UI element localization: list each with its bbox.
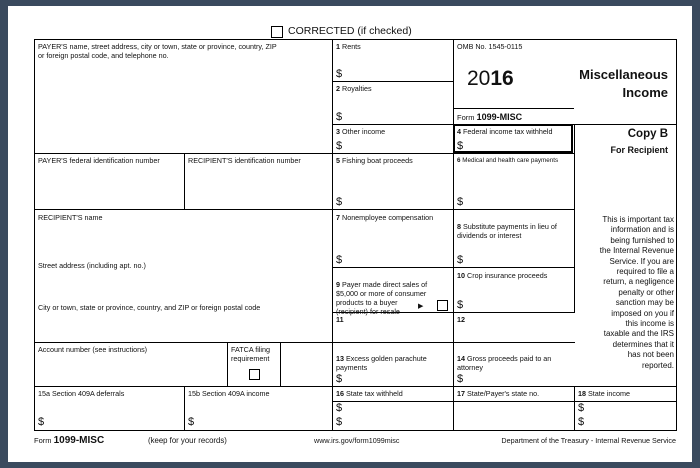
box16-number: 16 [336, 389, 344, 398]
box7-number: 7 [336, 213, 340, 222]
box1-label [336, 42, 361, 51]
form-1099-misc [8, 6, 692, 462]
tax-year-prefix: 20 [467, 67, 491, 90]
box15a-amount[interactable]: $ [38, 416, 45, 428]
box2-amount[interactable]: $ [336, 111, 343, 123]
tax-year-suffix: 16 [490, 67, 514, 90]
corrected-label: CORRECTED (if checked) [288, 25, 412, 37]
tax-year [467, 68, 514, 90]
box8-text: Substitute payments in lieu of dividends or interest [457, 222, 557, 240]
form-id [457, 112, 522, 122]
box10-text: Crop insurance proceeds [467, 271, 548, 280]
box7-text: Nonemployee compensation [342, 213, 434, 222]
box8-label [457, 213, 557, 240]
payer-fed-id-label: PAYER'S federal identification number [38, 156, 160, 165]
box5-text: Fishing boat proceeds [342, 156, 413, 165]
box4-text: Federal income tax withheld [463, 127, 553, 136]
footer-url: www.irs.gov/form1099misc [314, 436, 400, 445]
fatca-label: FATCA filing requirement [231, 345, 271, 363]
box14-number: 14 [457, 354, 465, 363]
box5-label [336, 156, 413, 165]
box2-number: 2 [336, 84, 340, 93]
box14-amount[interactable]: $ [457, 373, 464, 385]
box6-amount[interactable]: $ [457, 196, 464, 208]
box13-amount[interactable]: $ [336, 373, 343, 385]
box1-text: Rents [342, 42, 361, 51]
box18-number: 18 [578, 389, 586, 398]
box3-amount[interactable]: $ [336, 140, 343, 152]
box9-arrow-icon: ▶ [418, 303, 424, 310]
recipient-name-label: RECIPIENT'S name [38, 213, 103, 222]
fatca-checkbox[interactable] [249, 369, 260, 380]
box1-number: 1 [336, 42, 340, 51]
box5-number: 5 [336, 156, 340, 165]
box10-amount[interactable]: $ [457, 299, 464, 311]
footer-form-id [34, 435, 104, 446]
important-notice: This is important tax information and is being furnished to the Internal Revenue Service. If you are required to file a return, a negligence penalty or other sanction may be imposed on you if this income is taxable and the IRS determines that it has not been reported. [599, 215, 674, 370]
box14-text: Gross proceeds paid to an attorney [457, 354, 552, 372]
box13-label [336, 345, 427, 372]
omb-number: OMB No. 1545-0115 [457, 42, 523, 51]
box3-text: Other income [342, 127, 386, 136]
box9-label [336, 271, 427, 316]
city-label: City or town, state or province, country, and ZIP or foreign postal code [38, 303, 261, 312]
box15b-amount[interactable]: $ [188, 416, 195, 428]
form-prefix: Form [457, 113, 475, 122]
account-number-label: Account number (see instructions) [38, 345, 148, 354]
box9-text: Payer made direct sales of $5,000 or more of consumer products to a buyer (recipient) for resale [336, 280, 428, 316]
street-address-label: Street address (including apt. no.) [38, 261, 146, 270]
box1-amount[interactable]: $ [336, 68, 343, 80]
box16-amount-1[interactable]: $ [336, 402, 343, 414]
box17-label [457, 389, 539, 398]
form-title: Miscellaneous Income [579, 67, 668, 100]
box5-amount[interactable]: $ [336, 196, 343, 208]
box18-label [578, 389, 630, 398]
box10-number: 10 [457, 271, 465, 280]
form-number: 1099-MISC [476, 112, 523, 122]
box9-number: 9 [336, 280, 340, 289]
box17-number: 17 [457, 389, 465, 398]
payer-name-label: PAYER'S name, street address, city or town, state or province, country, ZIP or foreign postal code, and telephone no. [38, 42, 277, 60]
footer-keep: (keep for your records) [148, 436, 227, 445]
box4-amount[interactable]: $ [457, 140, 464, 152]
box4-label [457, 127, 553, 136]
box11-label: 11 [336, 315, 344, 324]
box13-number: 13 [336, 354, 344, 363]
footer-form-label: Form [34, 436, 52, 445]
box13-text: Excess golden parachute payments [336, 354, 427, 372]
for-recipient: For Recipient [610, 145, 668, 155]
box15b-label: 15b Section 409A income [188, 389, 270, 398]
box18-amount-1[interactable]: $ [578, 402, 585, 414]
box8-amount[interactable]: $ [457, 254, 464, 266]
box6-number: 6 [457, 157, 461, 164]
box6-label [457, 157, 558, 165]
box18-text: State income [588, 389, 630, 398]
copy-b: Copy B [627, 128, 668, 140]
box17-text: State/Payer's state no. [467, 389, 540, 398]
box15a-label: 15a Section 409A deferrals [38, 389, 125, 398]
corrected-checkbox[interactable] [271, 26, 283, 38]
box7-amount[interactable]: $ [336, 254, 343, 266]
footer-department: Department of the Treasury - Internal Revenue Service [501, 436, 676, 445]
box9-checkbox[interactable] [437, 300, 448, 311]
footer-form-number: 1099-MISC [53, 435, 105, 446]
box16-amount-2[interactable]: $ [336, 416, 343, 428]
box4-number: 4 [457, 127, 461, 136]
box14-label [457, 345, 551, 372]
recipient-id-label: RECIPIENT'S identification number [188, 156, 301, 165]
box16-label [336, 389, 403, 398]
box18-amount-2[interactable]: $ [578, 416, 585, 428]
box7-label [336, 213, 433, 222]
box6-text: Medical and health care payments [462, 157, 559, 164]
box2-text: Royalties [342, 84, 372, 93]
box10-label [457, 271, 547, 280]
box12-label: 12 [457, 315, 465, 324]
box16-text: State tax withheld [346, 389, 403, 398]
box2-label [336, 84, 372, 93]
box3-number: 3 [336, 127, 340, 136]
box3-label [336, 127, 385, 136]
box8-number: 8 [457, 222, 461, 231]
